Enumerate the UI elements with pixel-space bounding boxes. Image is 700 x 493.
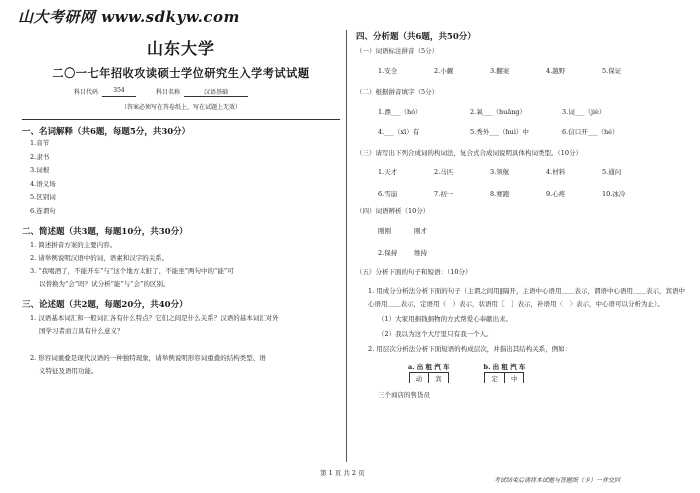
list-item: 1. 简述拼音方案的主要内容。 xyxy=(30,241,117,249)
fill-item: 6.信口开___（hé） xyxy=(562,128,619,136)
list-item: 3.词根 xyxy=(30,166,50,174)
question-4: （四）词语辨析（10分） xyxy=(356,207,430,215)
word-item: 3.领航 xyxy=(490,168,510,176)
section-2-list xyxy=(22,239,340,291)
word-item: 1.安全 xyxy=(378,67,398,75)
tree-a-phrase: a. 出 租 汽 车 xyxy=(408,363,450,371)
q4-line-2 xyxy=(356,246,686,260)
list-item: 5.区别词 xyxy=(30,193,56,201)
code-value: 354 xyxy=(102,87,136,97)
question-5: （五）分析下面的句子和短语：（10分） xyxy=(356,268,472,276)
tree-part: 中 xyxy=(510,375,518,383)
word-item: 9.心疼 xyxy=(546,190,566,198)
fill-item: 5.秀外___（huì）中 xyxy=(470,128,529,136)
list-item: 1. 汉语基本词汇和一般词汇各有什么特点？它们之间是什么关系？汉语的基本词汇对外 xyxy=(30,314,279,322)
tree-a-parts xyxy=(409,372,449,383)
q1-words xyxy=(356,64,686,78)
list-item: 2.隶书 xyxy=(30,152,50,161)
word-item: 2.小觑 xyxy=(434,67,454,75)
word-item: 刚刚 xyxy=(378,227,391,235)
section-3-title: 三、论述题（共2题，每题20分，共40分） xyxy=(22,300,188,310)
list-item-cont: 国学习者而言具有什么意义？ xyxy=(39,327,124,335)
answer-note: （答案必须写在答卷纸上，写在试题上无效） xyxy=(120,104,241,111)
word-item: 4.越野 xyxy=(546,67,566,75)
tree-example-a xyxy=(408,362,450,383)
list-item: 6.连谓句 xyxy=(30,206,56,215)
question-2: （二）根据拼音填字（5分） xyxy=(356,88,439,96)
q2-line-2 xyxy=(356,125,686,139)
page-number: 第 1 页 共 2 页 xyxy=(320,469,365,477)
list-item: 2. 请举例说明汉语中的词，语素和汉字的关系。 xyxy=(30,254,169,262)
q5-sentence-2: （2）我以为这个大厅里只有我一个人。 xyxy=(378,330,493,338)
phrase-tree-examples xyxy=(356,362,686,383)
q5-phrase: 三个商店的售货员 xyxy=(378,391,430,399)
name-label: 科目名称 xyxy=(156,89,181,96)
section-1-title: 一、名词解释（共6题，每题5分，共30分） xyxy=(22,127,191,137)
tree-example-b xyxy=(484,362,526,383)
fill-item: 3.词___（jiè） xyxy=(562,108,606,116)
tree-part: 宾 xyxy=(435,375,442,383)
word-item: 1.天才 xyxy=(378,168,398,176)
fill-item: 1.漂___（hó） xyxy=(378,108,422,116)
word-item: 4.材料 xyxy=(546,168,566,176)
q2-line-1 xyxy=(356,105,686,119)
list-item: 2. 形容词重叠是现代汉语的一种独特现象，请举例说明形容词重叠的结构类型、语 xyxy=(30,354,266,362)
left-column xyxy=(22,30,340,465)
q5-sentence-1: （1）大家用捐钱捐物的方式帮爱心奉献出来。 xyxy=(378,315,513,323)
q5-part-2: 2. 用层次分析法分析下面短语的构成层次，并指出其结构关系，例如： xyxy=(368,345,572,353)
word-item: 2.马匹 xyxy=(434,168,454,176)
university-title: 山东大学 xyxy=(146,39,215,58)
q5-part-1: 1. 用成分分析法分析下面的句子（主谓之间用‖隔开，主语中心语用＿＿表示，谓语中心语用＿＿表示，宾语中心语用＿＿表示，定语用（ ）表示，状语用［ ］表示，补语用〈 〉表示，中心语可以分析为止）。 xyxy=(368,287,686,308)
q3-line-1 xyxy=(356,165,686,179)
right-column xyxy=(356,30,686,465)
word-item: 6.雪崩 xyxy=(378,190,398,198)
question-1: （一）词语标注拼音（5分） xyxy=(356,47,439,55)
tree-part: 定 xyxy=(485,373,505,383)
word-item: 维持 xyxy=(414,249,427,257)
section-4-title: 四、分析题（共6题，共50分） xyxy=(356,32,476,42)
exam-title: 二〇一七年招收攻读硕士学位研究生入学考试试题 xyxy=(52,66,310,80)
tree-part: 动 xyxy=(410,373,430,383)
footer-note: 考试结束后请将本试题与答题纸（卡）一并交回 xyxy=(494,477,621,484)
fill-item: 2.氧___（huāng） xyxy=(470,108,527,116)
list-item: 3. “我喝酒了，不能开车”与“这个地方太脏了，不能坐”两句中的“能”可 xyxy=(30,267,234,275)
word-item: 2.保持 xyxy=(378,249,398,257)
name-value: 汉语基础 xyxy=(184,87,248,97)
list-item: 4.语义场 xyxy=(30,179,56,188)
subject-code-line xyxy=(22,87,340,97)
word-item: 3.翻案 xyxy=(490,67,510,75)
section-1-list xyxy=(22,137,340,218)
word-item: 刚才 xyxy=(414,227,427,235)
code-label: 科目代码 xyxy=(74,89,99,96)
tree-b-parts xyxy=(484,372,524,383)
header-rule xyxy=(22,119,340,120)
word-item: 8.赛跑 xyxy=(490,190,510,198)
q3-line-2 xyxy=(356,187,686,201)
fill-item: 4.___（xī）有 xyxy=(378,128,420,136)
word-item: 10.冰冷 xyxy=(602,190,626,198)
list-item: 1.音节 xyxy=(30,139,50,147)
word-item: 5.通问 xyxy=(602,168,622,176)
word-item: 5.保证 xyxy=(602,67,622,75)
section-3-list xyxy=(22,312,340,378)
question-3: （三）请写出下列合成词的构词法，复合式合成词说明具体构词类型。（10分） xyxy=(356,149,583,157)
watermark: 山大考研网 www.sdkyw.com xyxy=(18,8,240,26)
tree-b-phrase: b. 出 租 汽 车 xyxy=(483,363,526,371)
word-item: 7.初一 xyxy=(434,190,454,198)
column-divider xyxy=(346,30,347,462)
q4-line-1 xyxy=(356,224,686,238)
list-item-cont: 义特征及语用功能。 xyxy=(39,367,98,375)
section-2-title: 二、简述题（共3题，每题10分，共30分） xyxy=(22,227,188,237)
list-item-cont: 以替换为“会”吗？试分析“能”与“会”的区别。 xyxy=(39,280,170,288)
